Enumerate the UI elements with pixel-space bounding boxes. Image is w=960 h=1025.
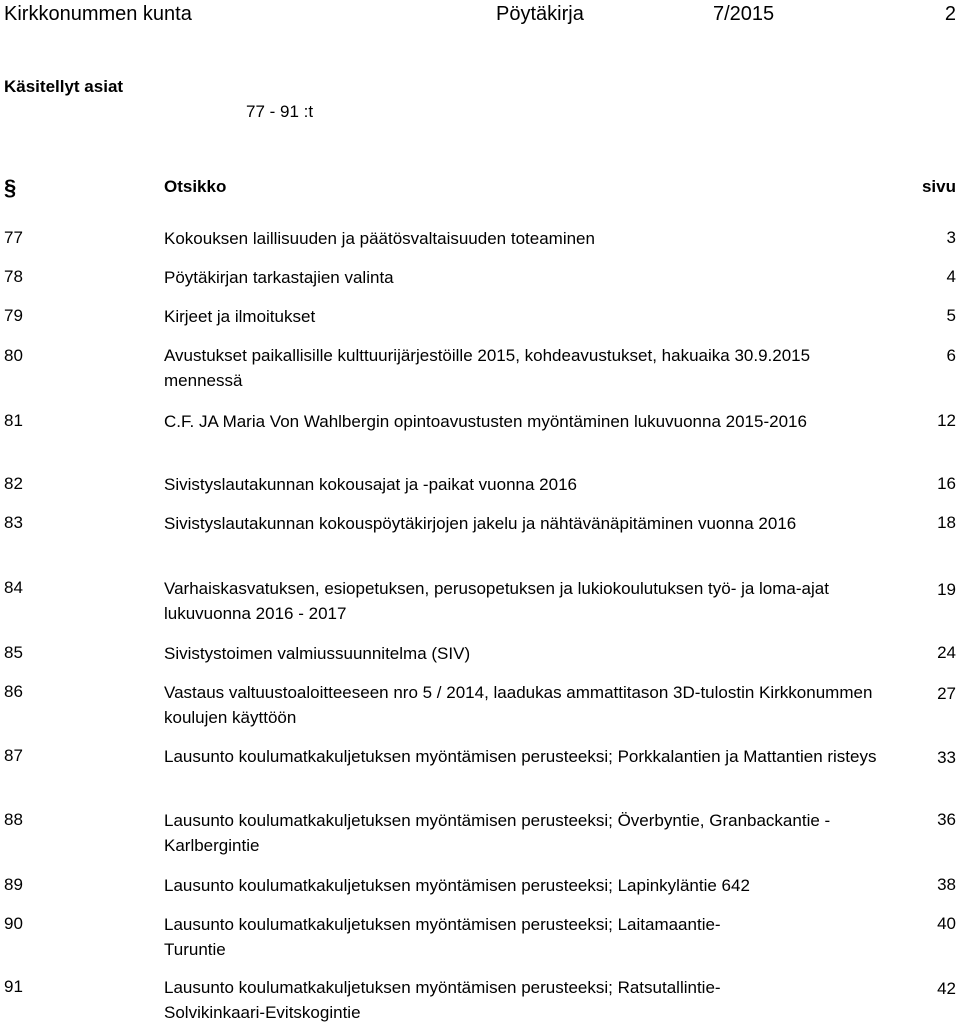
- item-page: 27: [937, 684, 956, 703]
- item-title: Avustukset paikallisille kulttuurijärjestöille 2015, kohdeavustukset, hakuaika 30.9.2015 mennessä: [164, 346, 811, 390]
- item-number: 79: [4, 306, 23, 325]
- section-range: 77 - 91 :t: [246, 102, 314, 121]
- item-number: 91: [4, 977, 23, 996]
- item-title: Pöytäkirjan tarkastajien valinta: [164, 268, 394, 287]
- item-page: 42: [937, 979, 956, 998]
- item-title: Lausunto koulumatkakuljetuksen myöntämisen perusteeksi; Lapinkyläntie 642: [164, 876, 750, 895]
- item-number: 84: [4, 578, 23, 597]
- item-page: 3: [946, 228, 956, 247]
- item-title: Sivistyslautakunnan kokouspöytäkirjojen jakelu ja nähtävänäpitäminen vuonna 2016: [164, 514, 797, 533]
- page-number: 2: [944, 3, 956, 25]
- section-heading: Käsitellyt asiat: [4, 77, 124, 96]
- item-title: Kokouksen laillisuuden ja päätösvaltaisuuden toteaminen: [164, 229, 595, 248]
- item-page: 36: [937, 810, 956, 829]
- item-title: Kirjeet ja ilmoitukset: [164, 307, 316, 326]
- item-number: 87: [4, 746, 23, 765]
- document-number: 7/2015: [713, 3, 775, 25]
- item-page: 38: [937, 875, 956, 894]
- item-number: 80: [4, 346, 23, 365]
- item-title: Sivistyslautakunnan kokousajat ja -paikat vuonna 2016: [164, 475, 577, 494]
- item-number: 77: [4, 228, 23, 247]
- item-page: 24: [937, 643, 956, 662]
- item-number: 81: [4, 411, 23, 430]
- item-number: 85: [4, 643, 23, 662]
- document-type: Pöytäkirja: [496, 3, 584, 25]
- item-page: 33: [937, 748, 956, 767]
- item-title: C.F. JA Maria Von Wahlbergin opintoavustusten myöntäminen lukuvuonna 2015-2016: [164, 412, 807, 431]
- item-number: 78: [4, 267, 23, 286]
- column-title-header: Otsikko: [164, 177, 227, 196]
- municipality-name: Kirkkonummen kunta: [4, 3, 192, 25]
- item-page: 40: [937, 914, 956, 933]
- item-number: 88: [4, 810, 23, 829]
- item-number: 86: [4, 682, 23, 701]
- item-title: Lausunto koulumatkakuljetuksen myöntämisen perusteeksi; Överbyntie, Granbackantie - Karlbergintie: [164, 811, 831, 855]
- item-title: Lausunto koulumatkakuljetuksen myöntämisen perusteeksi; Ratsutallintie-Solvikinkaari-Evitskogintie: [164, 978, 721, 1022]
- item-page: 18: [937, 513, 956, 532]
- item-page: 6: [946, 346, 956, 365]
- item-page: 5: [946, 306, 956, 325]
- item-page: 4: [946, 267, 956, 286]
- item-title: Lausunto koulumatkakuljetuksen myöntämisen perusteeksi; Laitamaantie-Turuntie: [164, 915, 721, 959]
- item-page: 12: [937, 411, 956, 430]
- item-number: 82: [4, 474, 23, 493]
- item-title: Lausunto koulumatkakuljetuksen myöntämisen perusteeksi; Porkkalantien ja Mattantien risteys: [164, 747, 877, 766]
- item-title: Sivistystoimen valmiussuunnitelma (SIV): [164, 644, 471, 663]
- item-title: Varhaiskasvatuksen, esiopetuksen, perusopetuksen ja lukiokoulutuksen työ- ja loma-ajat lukuvuonna 2016 - 2017: [164, 579, 829, 623]
- item-title: Vastaus valtuustoaloitteeseen nro 5 / 2014, laadukas ammattitason 3D-tulostin Kirkkonummen koulujen käyttöön: [164, 683, 873, 727]
- column-page-header: sivu: [921, 177, 956, 196]
- item-number: 90: [4, 914, 23, 933]
- item-number: 89: [4, 875, 23, 894]
- item-page: 16: [937, 474, 956, 493]
- item-number: 83: [4, 513, 23, 532]
- item-page: 19: [937, 580, 956, 599]
- section-symbol: §: [4, 175, 17, 200]
